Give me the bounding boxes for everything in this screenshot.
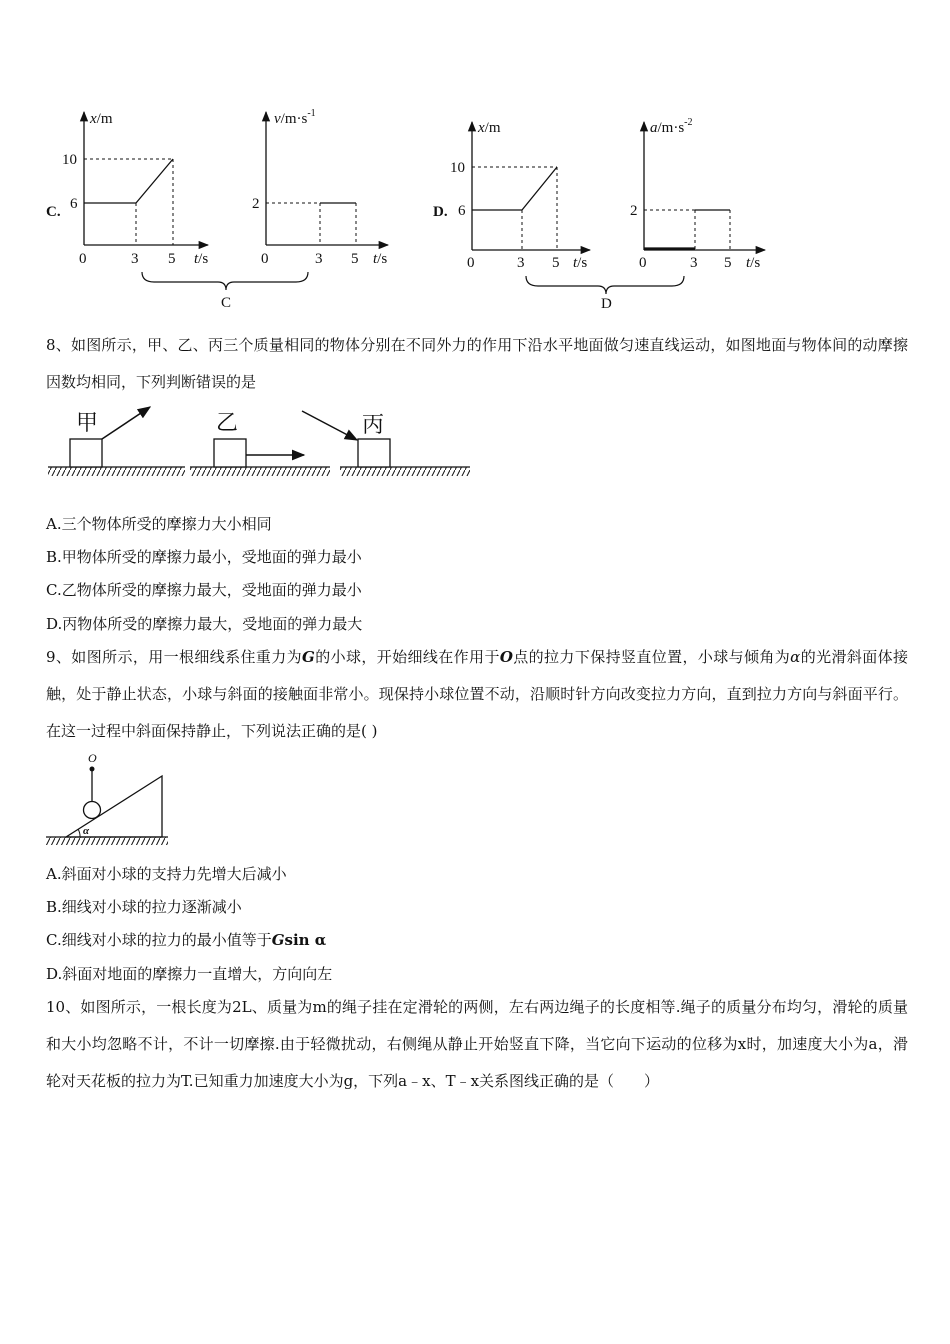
q9-option-d: D.斜面对地面的摩擦力一直增大，方向向左: [46, 965, 333, 983]
graph-c-xt-series: [84, 159, 173, 203]
graph-d-xt-ytick-6: 6: [458, 203, 466, 219]
brace-c-letter: C: [221, 295, 232, 311]
q8-option-c: C.乙物体所受的摩擦力最大，受地面的弹力最小: [46, 581, 362, 599]
q9-stem: 9、如图所示，用一根细线系住重力为G的小球，开始细线在作用于O点的拉力下保持竖直位置，小球与倾角为α的光滑斜面体接触，处于静止状态，小球与斜面的接触面非常小。现保持小球位置不动，沿顺时针方向改变拉力方向，直到拉力方向与斜面平行。在这一过程中斜面保持静止，下列说法正确的是( ): [46, 648, 908, 740]
q8-option-d: D.丙物体所受的摩擦力最大，受地面的弹力最大: [46, 615, 363, 633]
graph-d-xt-xtick-5: 5: [552, 255, 560, 271]
q7-graphs-figure: [30, 100, 790, 315]
graph-c-vt-xtick-3: 3: [315, 251, 323, 267]
graph-d-at-xtick-3: 3: [690, 255, 698, 271]
brace-d-letter: D: [601, 296, 612, 312]
graph-d-xt-xtick-3: 3: [517, 255, 525, 271]
q8-figure: [40, 400, 480, 485]
option-d-label: D.: [433, 204, 448, 220]
graph-d-at-ylabel: $a/m\cdot s^{-2}$: [650, 117, 693, 136]
graph-c-vt-ytick-2: 2: [252, 196, 260, 212]
graph-c-vt-xtick-0: 0: [261, 251, 269, 267]
graph-c-xt-xlabel: t/s: [194, 251, 209, 267]
graph-d-xt-series: [472, 167, 557, 210]
q9-option-a: A.斜面对小球的支持力先增大后减小: [46, 865, 287, 883]
graph-d-xt: [450, 120, 590, 271]
brace-d: [526, 276, 684, 294]
graph-d-xt-xlabel: t/s: [573, 255, 588, 271]
brace-c: [142, 272, 308, 290]
point-o-label: O: [88, 751, 97, 765]
block-bing: [358, 439, 390, 467]
label-yi: 乙: [216, 410, 239, 435]
graph-d-xt-ytick-10: 10: [450, 160, 465, 176]
graph-c-vt-xtick-5: 5: [351, 251, 359, 267]
graph-d-xt-ylabel: x/m: [478, 120, 501, 136]
q8-option-a: A.三个物体所受的摩擦力大小相同: [46, 515, 272, 533]
graph-d-at-ytick-2: 2: [630, 203, 638, 219]
q8-stem: 8、如图所示，甲、乙、丙三个质量相同的物体分别在不同外力的作用下沿水平地面做匀速直线运动，如图地面与物体间的动摩擦因数均相同，下列判断错误的是: [46, 336, 908, 391]
graph-c-xt-xtick-3: 3: [131, 251, 139, 267]
label-jia: 甲: [76, 410, 99, 435]
graph-d-at-xlabel: t/s: [746, 255, 761, 271]
label-bing: 丙: [362, 412, 385, 437]
q9-option-b: B.细线对小球的拉力逐渐减小: [46, 898, 242, 916]
option-c-label: C.: [46, 204, 61, 220]
graph-c-vt: [252, 108, 388, 267]
graph-d-at-xtick-5: 5: [724, 255, 732, 271]
q10-stem: 10、如图所示，一根长度为2L、质量为m的绳子挂在定滑轮的两侧，左右两边绳子的长度相等.绳子的质量分布均匀，滑轮的质量和大小均忽略不计，不计一切摩擦.由于轻微扰动，右侧绳从静止开始竖直下降，当它向下运动的位移为x时，加速度大小为a，滑轮对天花板的拉力为T.已知重力加速度大小为g，下列a﹣x、T﹣x关系图线正确的是（ ）: [46, 998, 908, 1090]
graph-d-at-xtick-0: 0: [639, 255, 647, 271]
block-yi: [214, 439, 246, 467]
graph-c-xt-xtick-0: 0: [79, 251, 87, 267]
force-arrow-jia: [102, 407, 150, 439]
incline: [66, 776, 162, 837]
graph-c-xt-ytick-10: 10: [62, 152, 77, 168]
graph-c-xt-ylabel: x/m: [90, 111, 113, 127]
graph-c-vt-xlabel: t/s: [373, 251, 388, 267]
q9-figure: [40, 748, 175, 853]
block-jia: [70, 439, 102, 467]
graph-c-xt-xtick-5: 5: [168, 251, 176, 267]
q8-option-b: B.甲物体所受的摩擦力最小，受地面的弹力最小: [46, 548, 362, 566]
force-arrow-bing: [302, 411, 357, 440]
graph-c-xt-ytick-6: 6: [70, 196, 78, 212]
graph-d-at: [630, 117, 765, 271]
graph-d-xt-xtick-0: 0: [467, 255, 475, 271]
angle-alpha-label: α: [83, 825, 90, 837]
q9-option-c: C.细线对小球的拉力的最小值等于Gsin α: [46, 931, 327, 949]
graph-c-vt-ylabel: $v/m\cdot s^{-1}$: [274, 108, 316, 127]
graph-c-xt: [62, 111, 208, 267]
